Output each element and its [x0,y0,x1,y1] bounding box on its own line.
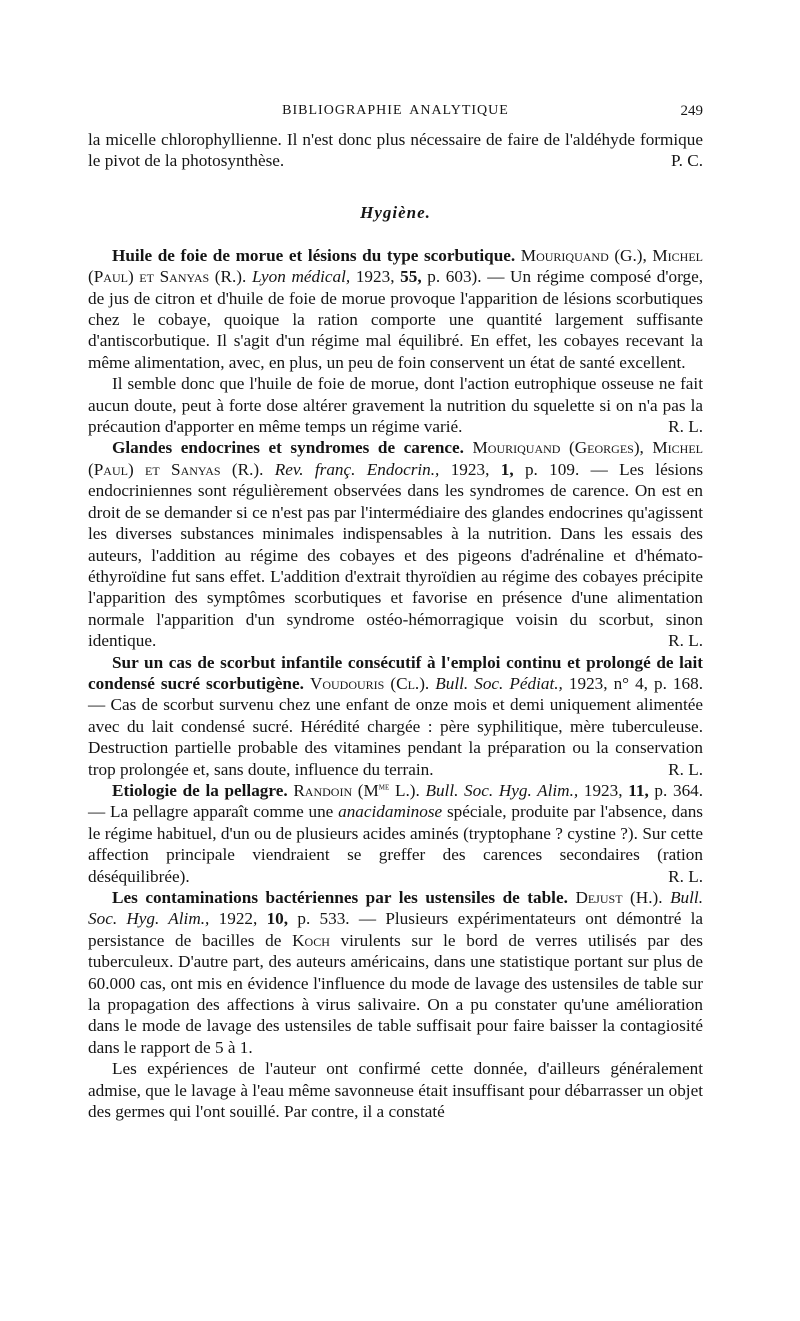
entry-volume: 55, [400,267,422,287]
page [88,103,703,1122]
signature: P. C. [670,151,703,171]
entry-pages: p. 168. [654,673,703,693]
section-heading: Hygiène. [360,202,431,222]
entry-journal: Bull. Soc. Pédiat., [435,673,563,693]
bibliography-entry [88,437,703,651]
entry-body-name: Koch [292,930,330,950]
entry-pages: p. 364. [654,780,704,800]
entry-journal: Bull. Soc. Hyg. Alim., [425,780,579,800]
page-header [88,103,703,129]
entry-body: Il semble donc que l'huile de foie de morue, dont l'action eutrophique osseuse ne fait aucun doute, peut à forte dose altérer gravement la nutrition du squelette si on n'a pas la précaution d'apporter en même temps un régime varié. [88,374,703,437]
entry-journal: Rev. franç. Endocrin., [274,459,440,479]
entry-year: 1923, [568,673,608,693]
running-head: BIBLIOGRAPHIE ANALYTIQUE [282,103,509,118]
entry-title: Sur un cas de scorbut infantile consécutif à l'emploi continu et prolongé de lait condensé sucré scorbutigène. [88,652,703,693]
entry-title: Glandes endocrines et syndromes de carence. [112,438,464,458]
entry-title: Etiologie de la pellagre. [112,780,288,800]
bibliography-entry [88,245,703,373]
entry-body: — Cas de scorbut survenu chez une enfant de onze mois et demi uniquement alimentée avec du lait condensé sucré. Hérédité chargée : père syphilitique, mère tuberculeuse. Destruction partielle probable des vitamines pendant la préparation ou la conservation trop prolongée et, sans doute, influence du terrain. [88,695,703,779]
entry-year: 1923, [450,459,490,479]
entry-paragraph [88,1058,703,1122]
entry-authors: Dejust (H.). [575,888,663,907]
entry-authors: Mouriquand (G.), Michel (Paul) et Sanyas (R.). [88,245,703,287]
entry-body: — Les lésions endocriniennes sont régulièrement observées dans les syndromes de carence. On est en droit de se demander si ce n'est pas par l'intermédiaire des glandes endocrines qu'agissent les diverses substances minimales indispensables à la nutrition. Dans les essais des auteurs, l'addition au régime des cobayes et des pigeons d'adrénaline et d'hémato-éthyroïdine fut sans effet. L'addition d'extrait thyroïdien au régime des cobayes précipite l'apparition des symptômes scorbutiques et favorise en présence d'une alimentation normale l'apparition d'un syndrome ostéo-hémorragique voisin du scorbut, sinon identique. [88,459,704,651]
entry-volume: 11, [628,780,649,800]
entry-body: Un régime composé d'orge, de jus de citron et d'huile de foie de morue provoque l'apparition de lésions scorbutiques chez le cobaye, quoique la ration comporte une quantité largement suffisante d'antiscorbutique. Il s'agit d'un régime mal équilibré. En effet, les cobayes recevant la même alimentation, avec, en plus, un peu de foin conservent un état de santé excellent. [88,267,703,372]
entry-authors-name: Randoin (M [293,780,379,800]
continuation-paragraph [88,129,703,172]
entry-body: — Plusieurs expérimentateurs ont démontré la persistance de bacilles de [88,909,704,950]
entry-authors: Voudouris (Cl.). [309,673,430,693]
entry-volume: n° 4, [613,673,648,693]
entry-pages: p. 533. [297,909,350,929]
entry-year: 1922, [218,909,258,929]
entry-authors-title: me [378,781,390,793]
entry-volume: 1, [500,459,514,479]
signature: R. L. [668,866,703,886]
entry-paragraph [88,373,703,437]
entry-body-term: anacidaminose [338,802,443,822]
entry-title: Les contaminations bactériennes par les ustensiles de table. [112,888,568,907]
signature: R. L. [668,631,703,651]
entry-journal: Bull. Soc. Hyg. Alim., [88,888,704,929]
entry-authors: Mouriquand (Georges), Michel (Paul) et Sanyas (R.). [88,438,703,479]
entry-volume: 10, [266,909,289,929]
entry-body: — La pellagre apparaît comme une [88,802,334,822]
signature: R. L. [668,417,703,437]
page-number: 249 [680,103,703,119]
entry-authors [293,781,419,800]
entry-pages: p. 603). — [427,267,505,287]
entry-body: virulents sur le bord de verres utilisés par des tuberculeux. D'autre part, des auteurs américains, dans une statistique portant sur plus de 60.000 cas, ont mis en évidence l'influence du mode de lavage des ustensiles de table sur la propagation des affections à virus salivaire. On a pu constater qu'une amélioration dans le mode de lavage des ustensiles de table suffisait pour faire baisser la contagiosité dans le rapport de 5 à 1. [88,930,703,1057]
bibliography-entry [88,652,703,780]
bibliography-entry [88,887,703,1058]
bibliography-entry [88,780,703,887]
entry-journal: Lyon médical, [251,267,351,287]
entry-title: Huile de foie de morue et lésions du type scorbutique. [112,245,516,265]
signature: R. L. [668,759,703,779]
entry-pages: p. 109. [524,459,580,479]
entry-body: spéciale, produite par l'absence, dans le régime habituel, d'un ou de plusieurs acides aminés (tryptophane ? cystine ?). Sur cette affection principale viendraient se greffer des carences secondaires (ration déséquilibrée). [88,802,703,886]
entry-body: Les expériences de l'auteur ont confirmé cette donnée, d'ailleurs généralement admise, que le lavage à l'eau même savonneuse était insuffisant pour débarrasser un objet des germes qui l'ont souillé. Par contre, il a constaté [88,1059,703,1122]
entry-authors-initial: L.). [389,780,420,800]
continuation-text: la micelle chlorophyllienne. Il n'est donc plus nécessaire de faire de l'aldéhyde formique le pivot de la photosynthèse. [88,130,703,171]
entry-year: 1923, [583,780,623,800]
entry-year: 1923, [355,267,395,287]
